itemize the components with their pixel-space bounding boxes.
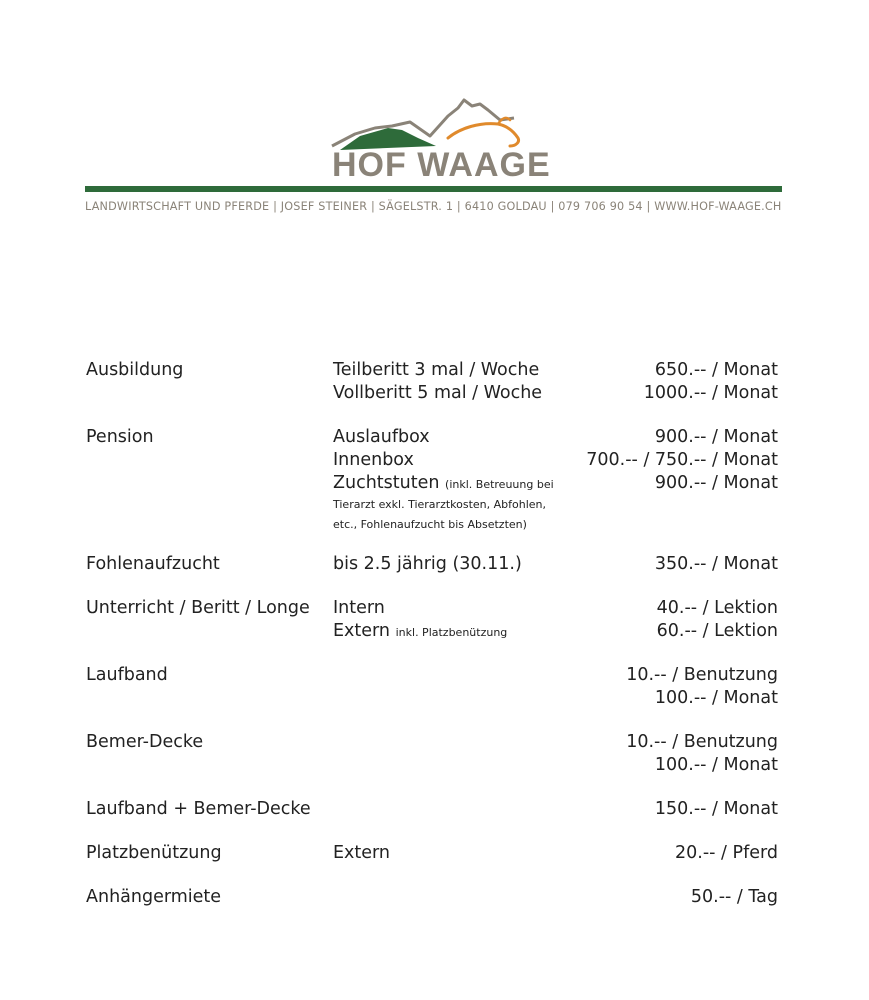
price-line	[86, 732, 778, 755]
price-line	[86, 755, 778, 778]
price-line	[86, 450, 778, 473]
price-row	[86, 554, 778, 577]
price-line	[86, 621, 778, 644]
price-category: Platzbenützung	[86, 843, 222, 864]
price-category: Bemer-Decke	[86, 732, 204, 753]
logo	[330, 98, 550, 188]
price-line	[86, 598, 778, 621]
price-row	[86, 665, 778, 711]
service-label: Extern	[333, 621, 391, 642]
service-label: Zuchtstuten	[333, 473, 440, 493]
price-row	[86, 887, 778, 910]
price-category: Pension	[86, 427, 154, 447]
price-line	[86, 799, 778, 822]
service-label: Intern	[333, 598, 385, 619]
service-price: 900.-- / Monat	[654, 427, 778, 447]
service-price: 650.-- / Monat	[654, 360, 778, 380]
service-label: Extern	[333, 843, 391, 864]
service-label: Teilberitt 3 mal / Woche	[333, 360, 540, 380]
service-label: Auslaufbox	[333, 427, 430, 447]
service-label: Vollberitt 5 mal / Woche	[333, 383, 543, 403]
service-description	[333, 383, 542, 403]
price-line	[86, 554, 778, 577]
service-price: 100.-- / Monat	[654, 688, 778, 709]
price-category: Laufband	[86, 665, 168, 686]
service-description	[333, 843, 390, 863]
price-category: Anhängermiete	[86, 887, 222, 908]
price-category: Laufband + Bemer-Decke	[86, 799, 311, 820]
service-description	[333, 427, 430, 447]
service-note: inkl. Platzbenützung	[395, 626, 508, 640]
service-description	[333, 450, 414, 470]
service-price: 1000.-- / Monat	[643, 383, 778, 403]
service-price: 20.-- / Pferd	[675, 843, 778, 864]
service-description	[333, 621, 507, 641]
price-row	[86, 427, 778, 533]
service-description	[333, 554, 522, 574]
service-price: 10.-- / Benutzung	[626, 732, 778, 753]
price-line	[86, 887, 778, 910]
price-category: Unterricht / Beritt / Longe	[86, 598, 310, 619]
price-category: Ausbildung	[86, 360, 184, 380]
price-line	[86, 665, 778, 688]
service-price: 100.-- / Monat	[654, 755, 778, 776]
contact-tagline: LANDWIRTSCHAFT UND PFERDE | JOSEF STEINER | SÄGELSTR. 1 | 6410 GOLDAU | 079 706 90 54 | WWW.HOF-WAAGE.CH	[85, 200, 782, 213]
service-label: bis 2.5 jährig (30.11.)	[333, 554, 522, 575]
price-line	[86, 688, 778, 711]
price-row	[86, 598, 778, 644]
price-row	[86, 843, 778, 866]
price-row	[86, 799, 778, 822]
brand-name: HOF WAAGE	[332, 146, 551, 184]
service-price: 60.-- / Lektion	[656, 621, 778, 642]
service-label: Innenbox	[333, 450, 414, 470]
service-price: 900.-- / Monat	[654, 473, 778, 493]
service-price: 40.-- / Lektion	[656, 598, 778, 619]
service-price: 10.-- / Benutzung	[626, 665, 778, 686]
service-price: 700.-- / 750.-- / Monat	[586, 450, 778, 470]
service-price: 350.-- / Monat	[654, 554, 778, 575]
price-line	[86, 473, 778, 533]
service-description	[333, 473, 563, 533]
price-category: Fohlenaufzucht	[86, 554, 220, 575]
price-list	[86, 360, 778, 931]
price-line	[86, 427, 778, 450]
service-description	[333, 360, 539, 380]
price-row	[86, 732, 778, 778]
price-line	[86, 360, 778, 383]
price-line	[86, 843, 778, 866]
service-price: 50.-- / Tag	[690, 887, 778, 908]
service-price: 150.-- / Monat	[654, 799, 778, 820]
service-note: (inkl. Betreuung bei Tierarzt exkl. Tierarztkosten, Abfohlen, etc., Fohlenaufzucht bis Absetzten)	[333, 478, 554, 532]
price-line	[86, 383, 778, 406]
header-divider	[85, 186, 782, 192]
service-description	[333, 598, 385, 618]
price-row	[86, 360, 778, 406]
